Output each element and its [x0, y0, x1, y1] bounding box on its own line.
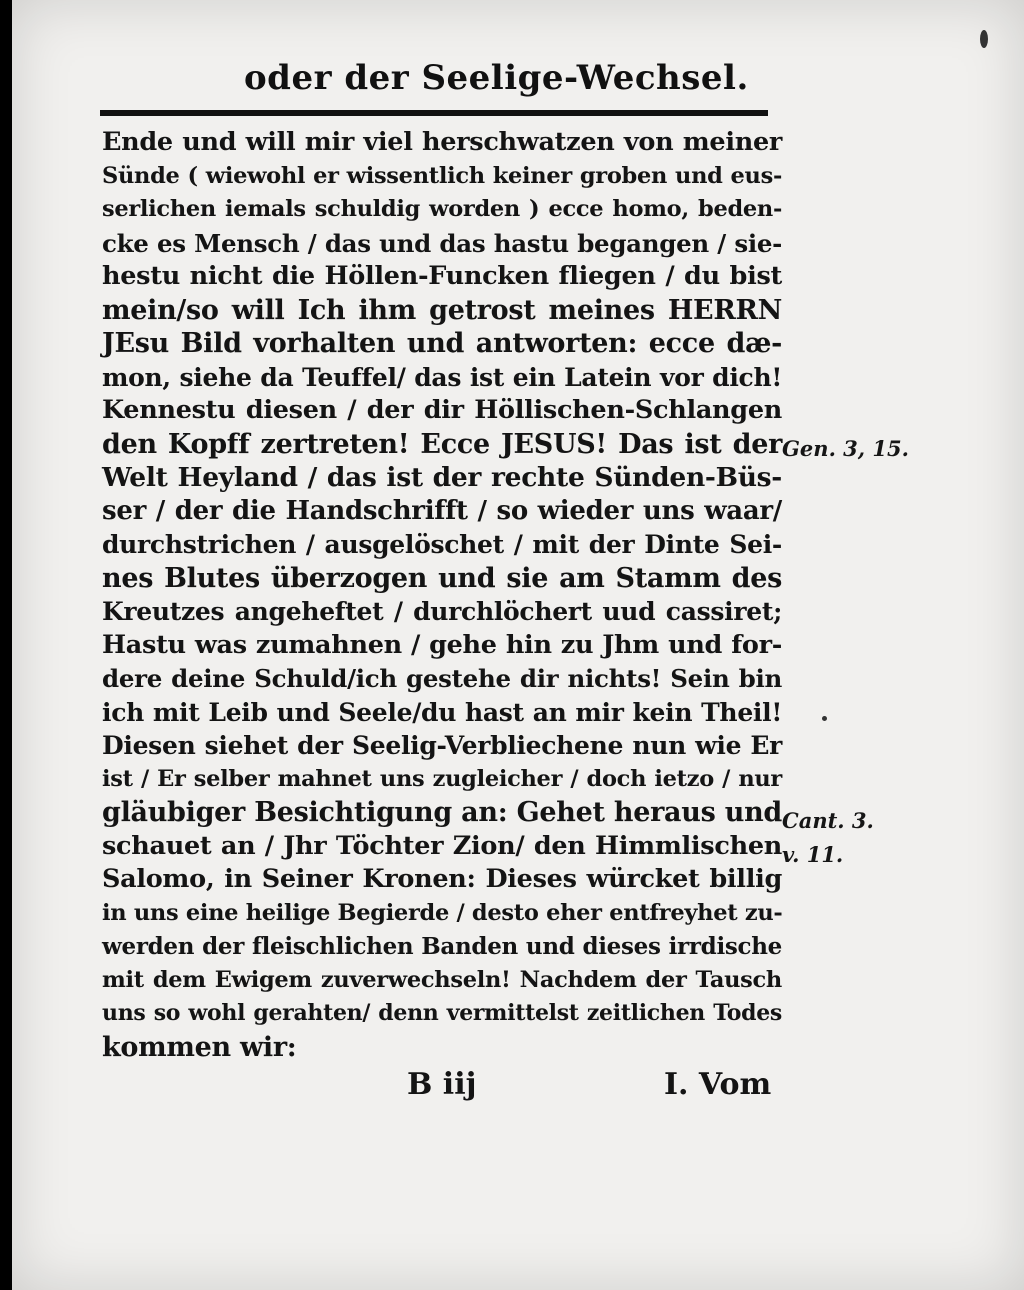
text-line: schauet an / Jhr Töchter Zion/ den Himmlischen	[102, 830, 782, 861]
book-page	[12, 0, 1024, 1290]
text-line: dere deine Schuld/ich gestehe dir nichts! Sein bin	[102, 664, 782, 693]
text-line: Welt Heyland / das ist der rechte Sünden-Büs-	[102, 462, 782, 493]
signature-mark: B iij	[407, 1067, 477, 1102]
text-line: Salomo, in Seiner Kronen: Dieses würcket billig	[102, 864, 782, 894]
margin-note-gen: Gen. 3, 15.	[782, 436, 909, 461]
text-line: Diesen siehet der Seelig-Verbliechene nun wie Er	[102, 731, 782, 760]
text-line: kommen wir:	[102, 1031, 297, 1063]
text-line: hestu nicht die Höllen-Funcken fliegen / du bist	[102, 261, 782, 291]
text-line: mit dem Ewigem zuverwechseln! Nachdem der Tausch	[102, 966, 782, 993]
text-line: ist / Er selber mahnet uns zugleicher / doch ietzo / nur	[102, 765, 782, 792]
text-line: ich mit Leib und Seele/du hast an mir kein Theil!	[102, 697, 782, 727]
ink-speck	[822, 716, 827, 721]
text-line: cke es Mensch / das und das hastu begangen / sie-	[102, 228, 782, 258]
text-line: uns so wohl gerahten/ denn vermittelst zeitlichen Todes	[102, 1000, 782, 1026]
text-line: Ende und will mir viel herschwatzen von meiner	[102, 127, 782, 157]
text-line: serlichen iemals schuldig worden ) ecce homo, beden-	[102, 196, 782, 222]
text-line: mein/so will Ich ihm getrost meines HERRN	[102, 294, 782, 326]
text-line: mon, siehe da Teuffel/ das ist ein Latein vor dich!	[102, 362, 782, 392]
body-text	[102, 126, 782, 1064]
text-line: werden der fleischlichen Banden und dieses irrdische	[102, 933, 782, 960]
text-line: den Kopff zertreten! Ecce JESUS! Das ist der	[102, 428, 782, 460]
running-header: oder der Seelige-Wechsel.	[244, 58, 749, 98]
text-line: Kennestu diesen / der dir Höllischen-Schlangen	[102, 395, 782, 425]
text-line: Hastu was zumahnen / gehe hin zu Jhm und for-	[102, 629, 782, 660]
text-line: durchstrichen / ausgelöschet / mit der Dinte Sei-	[102, 530, 782, 559]
text-line: JEsu Bild vorhalten und antworten: ecce dæ-	[102, 328, 782, 359]
catchword: I. Vom	[664, 1067, 772, 1102]
text-line: Sünde ( wiewohl er wissentlich keiner groben und eus-	[102, 162, 782, 189]
text-line: in uns eine heilige Begierde / desto eher entfreyhet zu-	[102, 899, 783, 926]
margin-note-cant: Cant. 3.	[782, 808, 874, 833]
text-line: Kreutzes angeheftet / durchlöchert uud cassiret;	[102, 597, 782, 626]
margin-note-verse: v. 11.	[782, 842, 844, 867]
header-rule	[100, 110, 768, 116]
ink-speck	[980, 30, 988, 48]
text-line: nes Blutes überzogen und sie am Stamm des	[102, 562, 782, 594]
text-line: ser / der die Handschrifft / so wieder uns waar/	[102, 495, 782, 526]
text-line: gläubiger Besichtigung an: Gehet heraus und	[102, 797, 782, 828]
